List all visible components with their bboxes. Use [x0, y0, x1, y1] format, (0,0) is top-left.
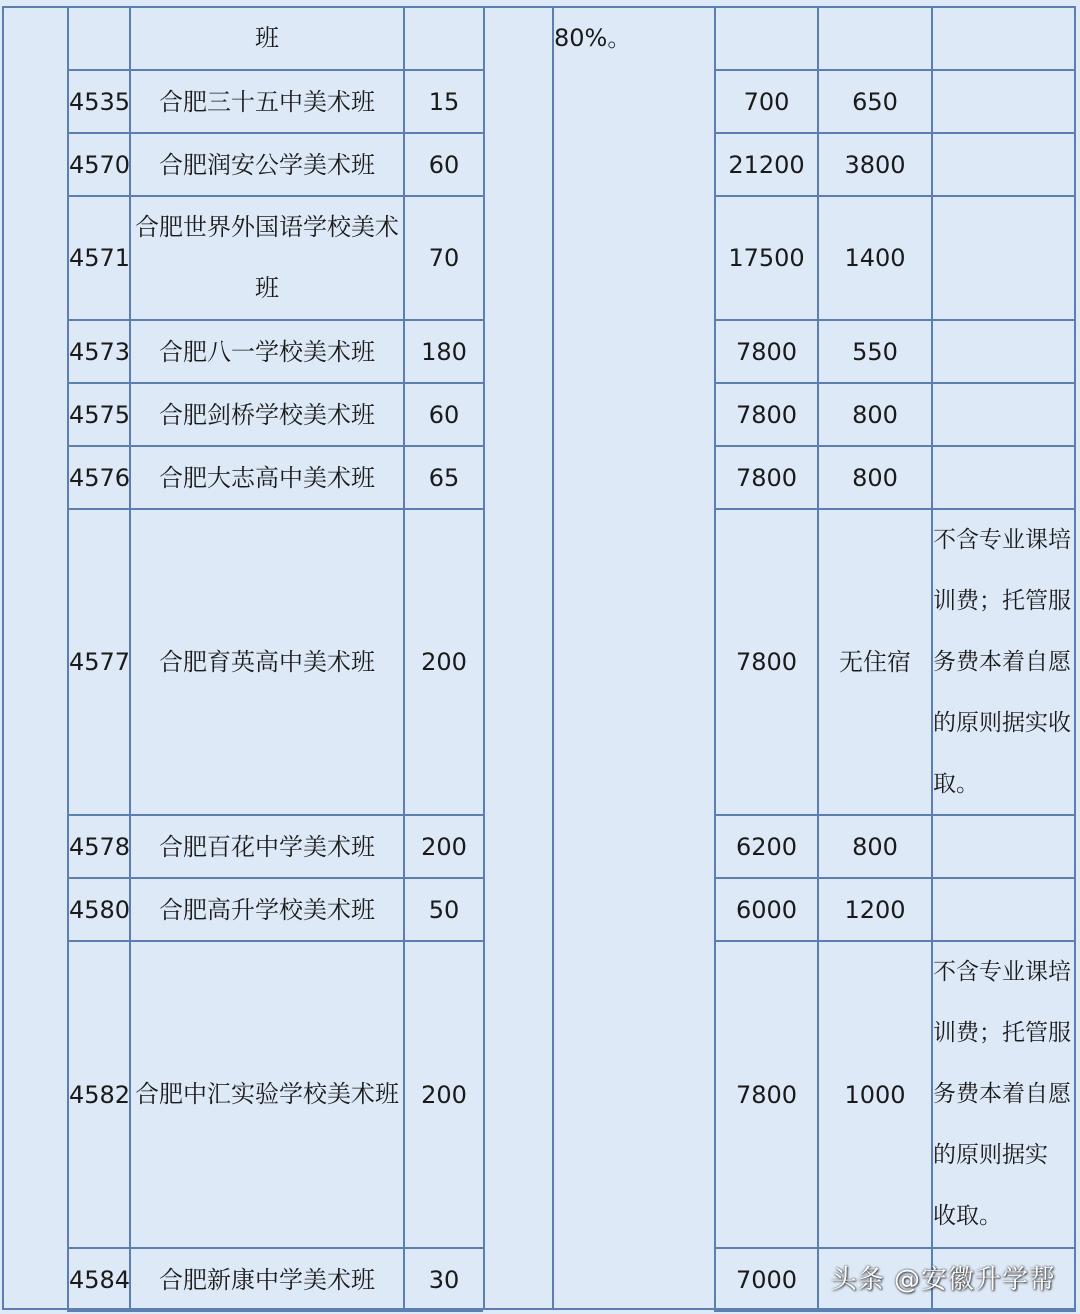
row-divider	[714, 508, 1076, 510]
lodging-fee-cell: 800	[852, 400, 898, 429]
enrollment-plan-cell: 60	[428, 400, 460, 429]
tuition-fee-cell: 7000	[735, 1265, 798, 1294]
enrollment-plan-cell: 200	[421, 832, 467, 861]
enrollment-plan-cell: 200	[421, 1080, 467, 1109]
row-divider	[67, 1310, 483, 1312]
row-divider	[714, 195, 1076, 197]
tuition-fee-cell: 7800	[735, 463, 798, 492]
school-name-cell: 合肥育英高中美术班	[159, 647, 375, 676]
row-divider	[67, 1247, 483, 1249]
row-divider	[714, 319, 1076, 321]
tuition-fee-cell: 21200	[728, 150, 805, 179]
lodging-fee-cell: 1000	[844, 1080, 906, 1109]
remark-cell	[933, 447, 1076, 508]
tuition-fee-cell: 7800	[735, 400, 798, 429]
row-divider	[714, 445, 1076, 447]
row-divider	[714, 1310, 1076, 1312]
tuition-fee-cell: 7800	[735, 1080, 798, 1109]
lodging-fee-cell: 800	[852, 832, 898, 861]
row-divider	[714, 132, 1076, 134]
program-code-cell: 4577	[69, 648, 131, 676]
enrollment-plan-cell: 200	[421, 648, 467, 676]
school-name-cell: 合肥新康中学美术班	[159, 1265, 375, 1294]
program-code-cell: 4576	[69, 463, 131, 492]
row-divider	[67, 132, 483, 134]
lodging-fee-cell: 1200	[844, 895, 906, 924]
school-name-cell: 合肥八一学校美术班	[159, 337, 375, 366]
school-name-cell: 合肥百花中学美术班	[159, 832, 375, 861]
row-divider	[67, 877, 483, 879]
row-divider	[714, 382, 1076, 384]
row-divider	[67, 195, 483, 197]
row-divider	[67, 69, 483, 71]
enrollment-plan-cell: 60	[428, 150, 460, 179]
lodging-fee-cell: 无住宿	[839, 648, 911, 676]
row-divider	[67, 814, 483, 816]
lodging-fee-cell: 650	[852, 87, 898, 116]
tuition-fee-cell: 700	[743, 87, 790, 116]
tuition-fee-cell: 7800	[735, 648, 798, 676]
row-divider	[714, 1247, 1076, 1249]
school-name-cell-fragment: 班	[255, 23, 279, 52]
school-name-cell: 合肥高升学校美术班	[159, 895, 375, 924]
program-code-cell: 4570	[69, 150, 131, 179]
enrollment-plan-cell: 15	[428, 87, 460, 116]
remark-cell: 不含专业课培 训费；托管服 务费本着自愿 的原则据实 收取。	[933, 959, 1071, 1229]
row-divider	[67, 382, 483, 384]
program-code-cell: 4582	[69, 1080, 131, 1109]
remark-cell	[933, 71, 1076, 132]
program-code-cell: 4575	[69, 400, 131, 429]
lodging-fee-cell: 550	[852, 337, 898, 366]
remark-cell	[933, 879, 1076, 940]
lodging-fee-cell: 3800	[844, 150, 906, 179]
enrollment-plan-cell: 50	[428, 895, 460, 924]
remark-cell: 不含专业课培 训费；托管服 务费本着自愿 的原则据实收 取。	[933, 526, 1071, 797]
tuition-fee-cell: 6000	[735, 895, 798, 924]
enrollment-plan-cell: 70	[428, 244, 460, 272]
program-code-cell: 4580	[69, 895, 131, 924]
enrollment-plan-cell: 180	[421, 337, 467, 366]
row-divider	[714, 940, 1076, 942]
program-code-cell: 4584	[69, 1265, 131, 1294]
enrollment-plan-cell: 30	[428, 1265, 460, 1294]
column-divider	[552, 6, 554, 1310]
school-name-cell: 合肥三十五中美术班	[159, 87, 375, 116]
remark-cell	[933, 197, 1076, 319]
school-name-cell: 合肥大志高中美术班	[159, 463, 375, 492]
program-code-cell: 4571	[69, 244, 131, 272]
policy-text-fragment: 80%。	[554, 23, 632, 52]
school-name-cell: 合肥中汇实验学校美术班	[135, 1080, 399, 1108]
row-divider	[714, 814, 1076, 816]
row-divider	[67, 319, 483, 321]
tuition-fee-cell: 17500	[728, 244, 805, 272]
lodging-fee-cell: 800	[852, 463, 898, 492]
row-divider	[714, 69, 1076, 71]
remark-cell	[933, 321, 1076, 382]
column-divider	[483, 6, 485, 1310]
enrollment-plan-cell: 65	[428, 463, 460, 492]
school-name-cell: 合肥世界外国语学校美术 班	[135, 213, 399, 302]
program-code-cell: 4578	[69, 832, 131, 861]
row-divider	[67, 508, 483, 510]
school-name-cell: 合肥润安公学美术班	[159, 150, 375, 179]
school-name-cell: 合肥剑桥学校美术班	[159, 400, 375, 429]
remark-cell	[933, 384, 1076, 445]
remark-cell	[933, 816, 1076, 877]
remark-cell	[933, 134, 1076, 195]
row-divider	[714, 877, 1076, 879]
tuition-fee-cell: 6200	[735, 832, 798, 861]
watermark: 头条 @安徽升学帮	[830, 1265, 1056, 1295]
program-code-cell: 4573	[69, 337, 131, 366]
program-code-cell: 4535	[69, 87, 131, 116]
row-divider	[67, 445, 483, 447]
tuition-fee-cell: 7800	[735, 337, 798, 366]
row-divider	[67, 940, 483, 942]
lodging-fee-cell: 1400	[844, 244, 906, 272]
